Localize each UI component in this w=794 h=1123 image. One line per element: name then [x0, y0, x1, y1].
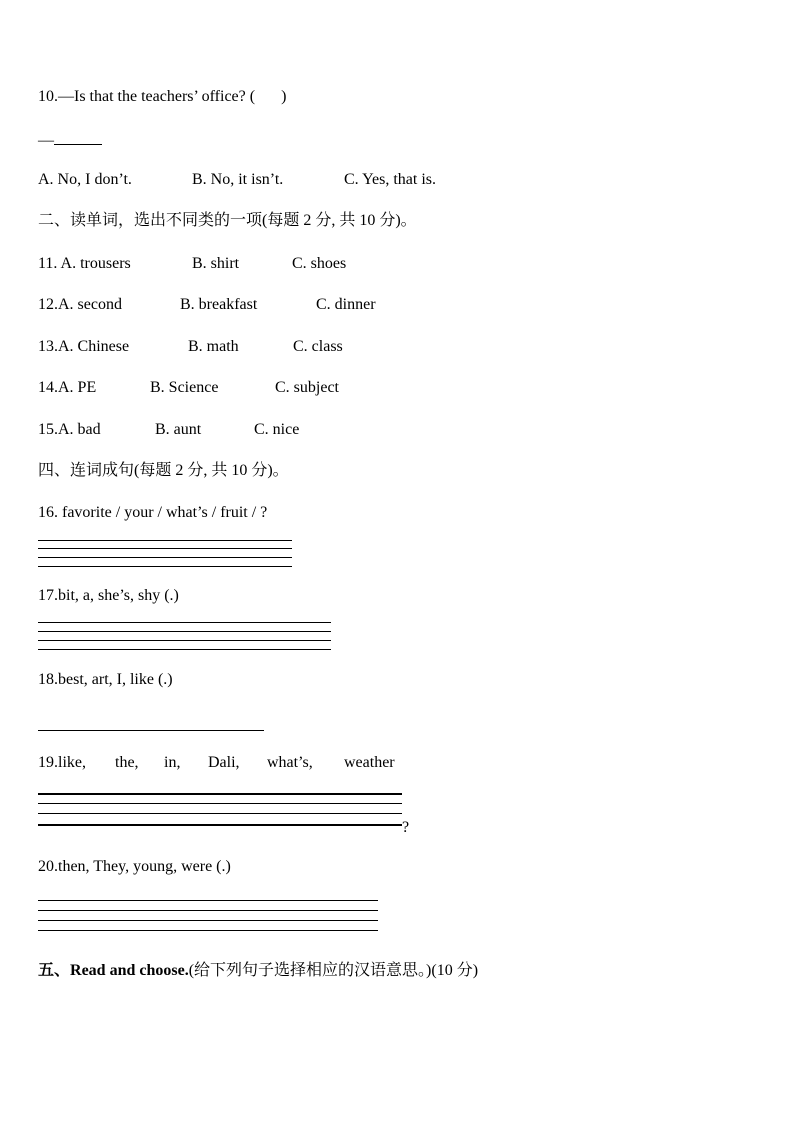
question-10-text: 10.—Is that the teachers’ office? ( — [38, 88, 256, 105]
question-10-options — [38, 170, 436, 190]
answer-dash: — — [38, 132, 54, 149]
question-12-number-option-a — [38, 295, 180, 315]
word-6: weather — [344, 754, 395, 771]
question-number: 15. — [38, 421, 58, 438]
option-c[interactable]: C. Yes, that is. — [344, 171, 437, 188]
option-a[interactable]: A. Chinese — [58, 338, 130, 355]
option-a[interactable]: A. bad — [58, 421, 101, 438]
question-13 — [38, 337, 343, 357]
option-c[interactable]: C. shoes — [292, 255, 347, 272]
word-4: Dali, — [208, 754, 240, 771]
word-3: in, — [164, 754, 181, 771]
writing-line[interactable] — [38, 548, 292, 549]
question-11 — [38, 254, 346, 274]
question-15 — [38, 420, 299, 440]
section-4-heading: 四、连词成句(每题 2 分, 共 10 分)。 — [38, 462, 289, 479]
option-c[interactable]: C. class — [293, 338, 343, 355]
writing-line[interactable] — [38, 824, 402, 826]
question-number: 13. — [38, 338, 58, 355]
option-a[interactable]: A. trousers — [60, 255, 131, 272]
writing-line[interactable] — [38, 540, 292, 541]
option-c[interactable]: C. dinner — [316, 296, 376, 313]
question-16: 16. favorite / your / what’s / fruit / ? — [38, 504, 268, 521]
writing-line[interactable] — [38, 920, 378, 921]
question-18: 18.best, art, I, like (.) — [38, 671, 173, 688]
writing-line[interactable] — [38, 793, 402, 795]
option-c[interactable]: C. nice — [254, 421, 300, 438]
writing-line[interactable] — [38, 730, 264, 731]
section-2-heading: 二、读单词，选出不同类的一项(每题 2 分, 共 10 分)。 — [38, 212, 417, 229]
section-5-heading — [38, 961, 478, 981]
question-10-answer-line — [38, 130, 102, 151]
answer-blank[interactable] — [54, 130, 102, 145]
section-5-title-en: Read and choose. — [70, 962, 189, 979]
option-b[interactable]: B. math — [188, 338, 239, 355]
writing-line[interactable] — [38, 649, 331, 650]
question-number: 11. — [38, 255, 58, 272]
option-b[interactable]: B. No, it isn’t. — [192, 171, 284, 188]
option-b[interactable]: B. Science — [150, 379, 219, 396]
question-17: 17.bit, a, she’s, shy (.) — [38, 587, 179, 604]
writing-line[interactable] — [38, 640, 331, 641]
option-a[interactable]: A. second — [58, 296, 122, 313]
question-19 — [38, 753, 395, 773]
option-b[interactable]: B. aunt — [155, 421, 202, 438]
option-b[interactable]: B. breakfast — [180, 296, 258, 313]
question-14-number-option-a — [38, 378, 150, 398]
section-5-instruction: (给下列句子选择相应的汉语意思。)(10 分) — [188, 962, 479, 979]
writing-line[interactable] — [38, 631, 331, 632]
question-20: 20.then, They, young, were (.) — [38, 858, 231, 875]
option-c[interactable]: C. subject — [275, 379, 339, 396]
section-5-number: 五、 — [38, 962, 71, 979]
question-10-close-paren: ) — [281, 88, 287, 105]
question-19-end-mark: ? — [402, 819, 410, 836]
question-15-number-option-a — [38, 420, 155, 440]
writing-line[interactable] — [38, 813, 402, 814]
question-13-number-option-a — [38, 337, 188, 357]
writing-line[interactable] — [38, 803, 402, 804]
question-14 — [38, 378, 339, 398]
writing-line[interactable] — [38, 566, 292, 567]
word-2: the, — [115, 754, 139, 771]
writing-line[interactable] — [38, 900, 378, 901]
option-a[interactable]: A. PE — [58, 379, 97, 396]
writing-line[interactable] — [38, 930, 378, 931]
question-12 — [38, 295, 376, 315]
option-b[interactable]: B. shirt — [192, 255, 240, 272]
option-a[interactable]: A. No, I don’t. — [38, 171, 132, 188]
word-1: 19.like, — [38, 754, 86, 771]
writing-line[interactable] — [38, 557, 292, 558]
word-5: what’s, — [267, 754, 313, 771]
writing-line[interactable] — [38, 622, 331, 623]
question-11-number-option-a — [38, 254, 192, 274]
writing-line[interactable] — [38, 910, 378, 911]
question-number: 14. — [38, 379, 58, 396]
question-10-stem — [38, 87, 286, 107]
question-number: 12. — [38, 296, 58, 313]
